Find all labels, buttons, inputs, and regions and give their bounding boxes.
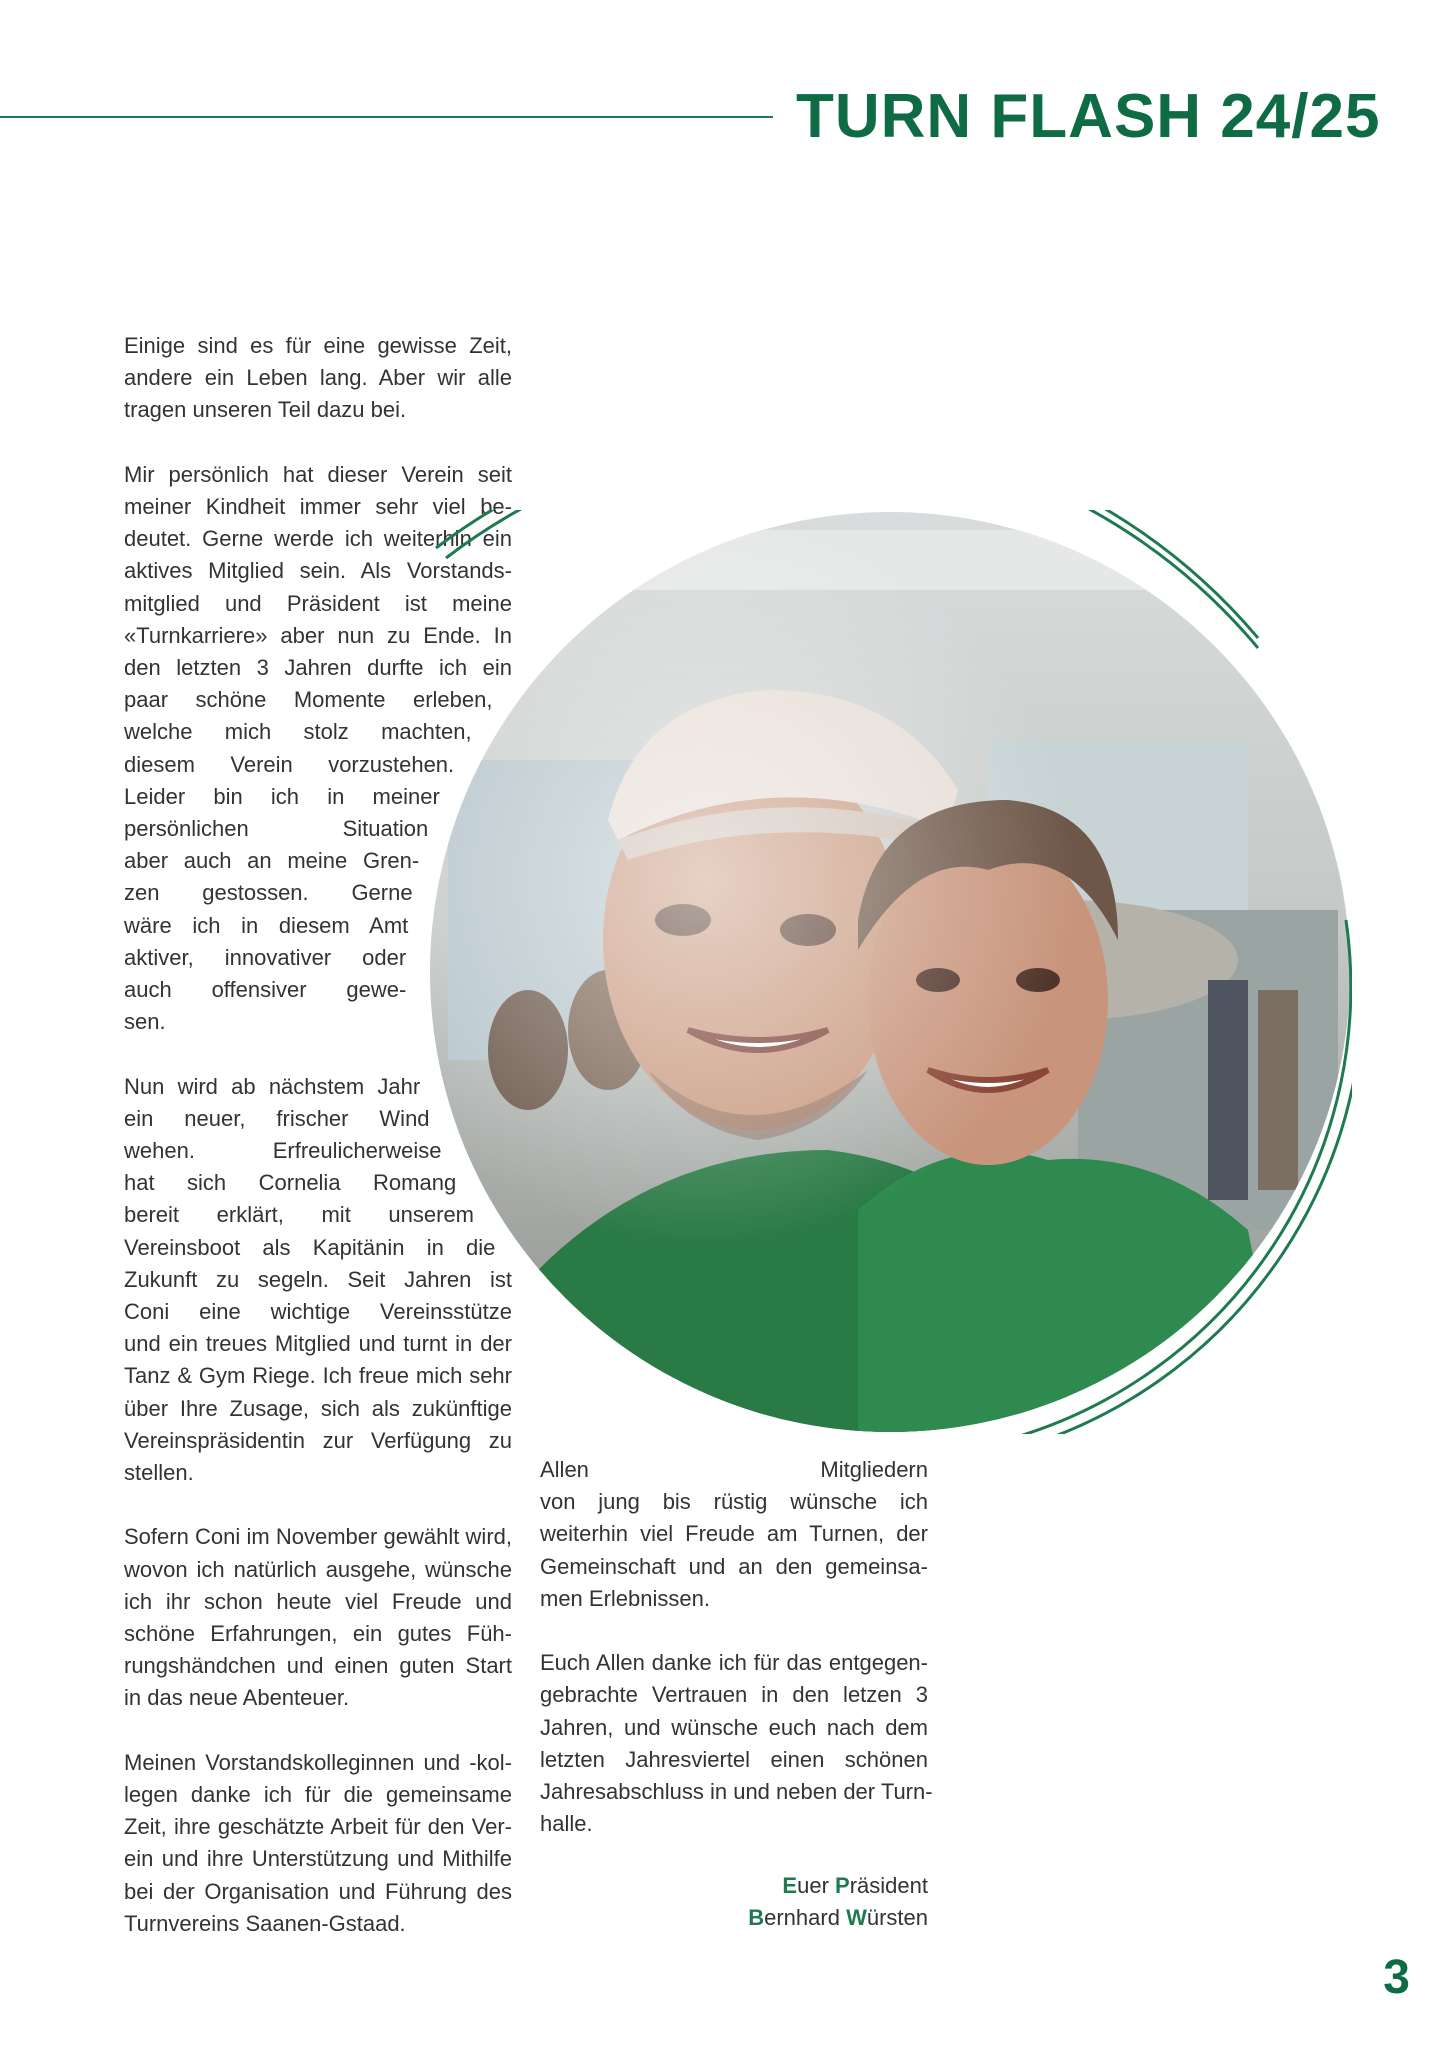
photo-two-people-selfie-icon bbox=[428, 510, 1352, 1434]
text-line: in das neue Abenteuer. bbox=[124, 1685, 350, 1711]
text-line: aktives Mitglied sein. Als Vorstands- bbox=[124, 558, 512, 584]
text-line: halle. bbox=[540, 1811, 593, 1837]
signature-initial: W bbox=[846, 1905, 867, 1931]
text-line: mitglied und Präsident ist meine bbox=[124, 590, 512, 616]
text-line: schöne Erfahrungen, ein gutes Füh- bbox=[124, 1621, 512, 1647]
text-line: Allen Mitgliedern bbox=[540, 1457, 928, 1482]
signature-title bbox=[748, 1870, 928, 1902]
page-number: 3 bbox=[1383, 1951, 1410, 2004]
text-line: Einige sind es für eine gewisse Zeit, bbox=[124, 333, 512, 358]
text-line: Vereinspräsidentin zur Verfügung zu bbox=[124, 1427, 512, 1453]
paragraph bbox=[124, 1747, 512, 1940]
header-rule bbox=[0, 116, 773, 118]
text-line: men Erlebnissen. bbox=[540, 1585, 710, 1611]
text-line: auch offensiver gewe- bbox=[124, 977, 407, 1003]
text-line: andere ein Leben lang. Aber wir alle bbox=[124, 365, 512, 391]
text-line: «Turnkarriere» aber nun zu Ende. In bbox=[124, 622, 512, 648]
text-line: Euch Allen danke ich für das entgegen- bbox=[540, 1650, 928, 1676]
signature-text: ernhard bbox=[764, 1905, 847, 1931]
text-line: weiterhin viel Freude am Turnen, der bbox=[540, 1521, 928, 1547]
text-line: ich ihr schon heute viel Freude und bbox=[124, 1588, 512, 1614]
text-line: bereit erklärt, mit unserem bbox=[124, 1202, 475, 1228]
text-line: Coni eine wichtige Vereinsstütze bbox=[124, 1299, 512, 1325]
text-line: deutet. Gerne werde ich weiterhin ein bbox=[124, 526, 512, 552]
text-line: Mir persönlich hat dieser Verein seit bbox=[124, 461, 512, 487]
text-line: stellen. bbox=[124, 1460, 194, 1486]
text-line: Jahren, und wünsche euch nach dem bbox=[540, 1714, 928, 1740]
text-line: Nun wird ab nächstem Jahr bbox=[124, 1073, 421, 1099]
text-line: letzten Jahresviertel einen schönen bbox=[540, 1746, 928, 1772]
text-line: meiner Kindheit immer sehr viel be- bbox=[124, 494, 512, 519]
text-line: hat sich Cornelia Romang bbox=[124, 1170, 457, 1196]
text-line: Leider bin ich in meiner bbox=[124, 783, 440, 809]
text-line: Jahresabschluss in und neben der Turn- bbox=[540, 1779, 933, 1805]
signature bbox=[748, 1870, 928, 1934]
text-line: Zeit, ihre geschätzte Arbeit für den Ver- bbox=[124, 1814, 512, 1840]
photo-circle bbox=[428, 510, 1352, 1434]
text-line: persönlichen Situation bbox=[124, 816, 429, 842]
signature-name bbox=[748, 1902, 928, 1934]
text-line: bei der Organisation und Führung des bbox=[124, 1878, 512, 1904]
text-line: wäre ich in diesem Amt bbox=[124, 912, 409, 938]
text-line: welche mich stolz machten, bbox=[124, 719, 472, 745]
paragraph bbox=[540, 1454, 928, 1615]
text-line: aber auch an meine Gren- bbox=[124, 848, 420, 874]
text-line: Gemeinschaft und an den gemeinsa- bbox=[540, 1553, 928, 1579]
right-text-column bbox=[540, 1454, 933, 1840]
signature-initial: P bbox=[835, 1873, 850, 1898]
text-line: und ein treues Mitglied und turnt in der bbox=[124, 1331, 512, 1357]
page-title: TURN FLASH 24/25 bbox=[796, 82, 1381, 151]
text-line: sen. bbox=[124, 1009, 166, 1035]
signature-initial: B bbox=[748, 1905, 765, 1931]
text-line: legen danke ich für die gemeinsame bbox=[124, 1782, 512, 1808]
signature-text: ürsten bbox=[866, 1905, 928, 1931]
text-line: Sofern Coni im November gewählt wird, bbox=[124, 1524, 512, 1550]
text-line: paar schöne Momente erleben, bbox=[124, 687, 493, 713]
text-line: zen gestossen. Gerne bbox=[124, 880, 413, 906]
text-line: Meinen Vorstandskolleginnen und -kol- bbox=[124, 1749, 512, 1775]
text-line: den letzten 3 Jahren durfte ich ein bbox=[124, 655, 512, 681]
text-line: tragen unseren Teil dazu bei. bbox=[124, 397, 407, 423]
text-line: über Ihre Zusage, sich als zukünftige bbox=[124, 1395, 512, 1421]
text-line: Turnvereins Saanen-Gstaad. bbox=[124, 1910, 406, 1936]
signature-text: räsident bbox=[849, 1873, 928, 1898]
text-line: wovon ich natürlich ausgehe, wünsche bbox=[124, 1556, 512, 1582]
signature-text: uer bbox=[797, 1873, 836, 1898]
text-line: diesem Verein vorzustehen. bbox=[124, 751, 455, 777]
text-line: Vereinsboot als Kapitänin in die bbox=[124, 1234, 496, 1260]
text-line: aktiver, innovativer oder bbox=[124, 944, 407, 970]
text-line: rungshändchen und einen guten Start bbox=[124, 1653, 512, 1679]
signature-initial: E bbox=[782, 1873, 798, 1898]
text-line: ein und ihre Unterstützung und Mithilfe bbox=[124, 1846, 512, 1872]
text-line: wehen. Erfreulicherweise bbox=[124, 1138, 442, 1164]
text-line: Tanz & Gym Riege. Ich freue mich sehr bbox=[124, 1363, 512, 1389]
paragraph bbox=[124, 1521, 512, 1714]
text-line: Zukunft zu segeln. Seit Jahren ist bbox=[124, 1266, 512, 1292]
text-line: gebrachte Vertrauen in den letzen 3 bbox=[540, 1682, 928, 1708]
paragraph bbox=[540, 1647, 933, 1840]
text-line: ein neuer, frischer Wind bbox=[124, 1105, 430, 1131]
text-line: von jung bis rüstig wünsche ich bbox=[540, 1489, 928, 1515]
paragraph bbox=[124, 330, 512, 427]
